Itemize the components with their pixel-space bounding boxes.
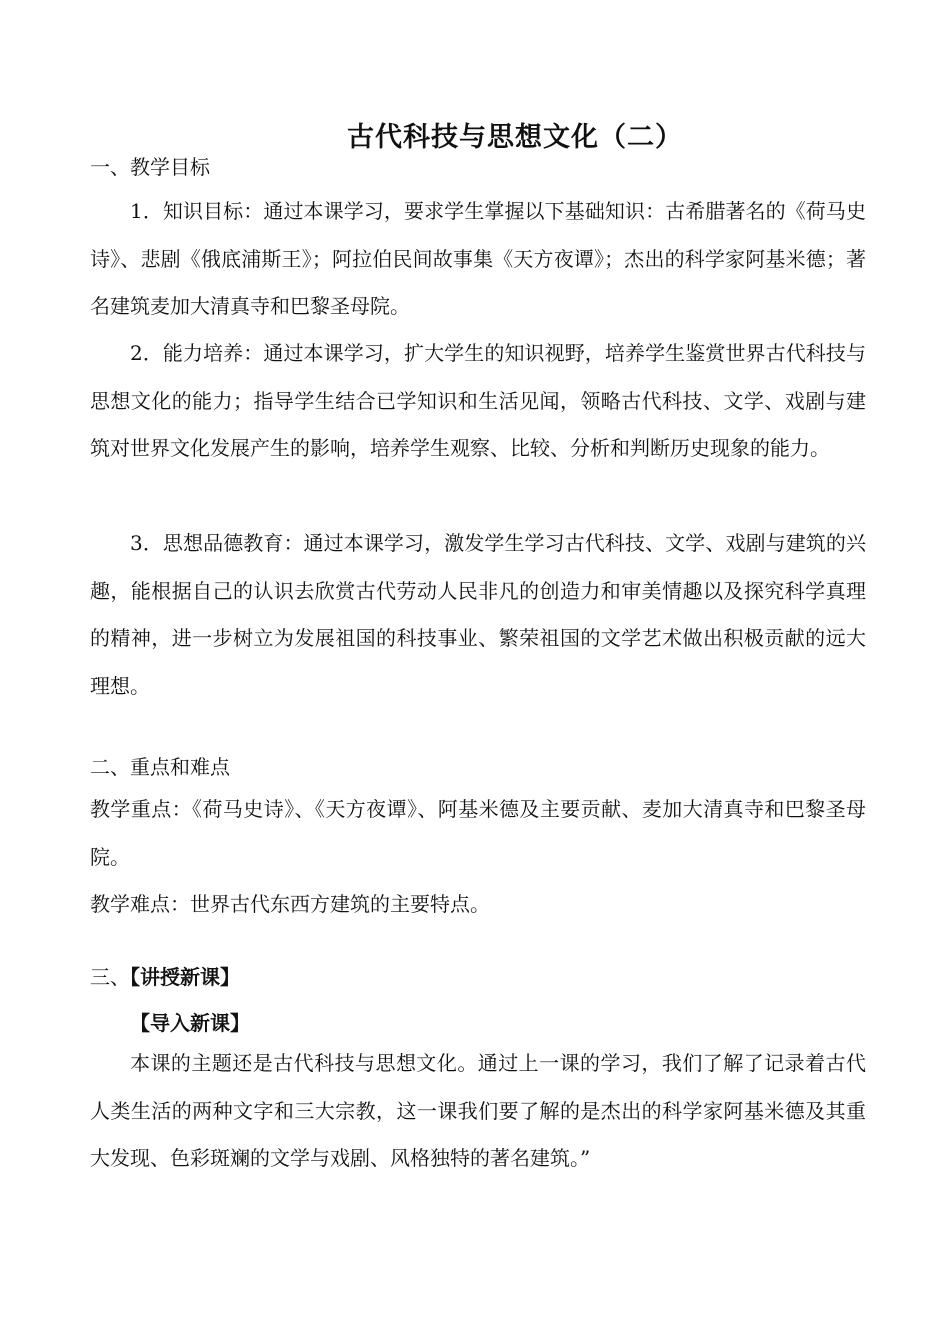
paragraph-teaching-key-points: 教学重点：《荷马史诗》、《天方夜谭》、阿基米德及主要贡献、麦加大清真寺和巴黎圣母院。 <box>90 797 866 869</box>
paragraph-teaching-difficulty: 教学难点：世界古代东西方建筑的主要特点。 <box>90 892 490 916</box>
paragraph-introduction: 本课的主题还是古代科技与思想文化。通过上一课的学习，我们了解了记录着古代人类生活的两种文字和三大宗教，这一课我们要了解的是杰出的科学家阿基米德及其重大发现、色彩斑斓的文学与戏剧、风格独特的著名建筑。” <box>90 1051 866 1170</box>
section-heading-bold-label: 【讲授新课】 <box>130 965 240 989</box>
section-heading-prefix: 三、 <box>90 965 130 989</box>
paragraph-moral-objective: 3．思想品德教育：通过本课学习，激发学生学习古代科技、文学、戏剧与建筑的兴趣，能根据自己的认识去欣赏古代劳动人民非凡的创造力和审美情趣以及探究科学真理的精神，进一步树立为发展祖国的科技事业、繁荣祖国的文学艺术做出积极贡献的远大理想。 <box>90 531 866 698</box>
section-heading-key-points: 二、重点和难点 <box>90 755 230 779</box>
section-heading-objectives: 一、教学目标 <box>90 155 210 179</box>
paragraph-knowledge-objective: 1．知识目标：通过本课学习，要求学生掌握以下基础知识：古希腊著名的《荷马史诗》、悲剧《俄底浦斯王》；阿拉伯民间故事集《天方夜谭》；杰出的科学家阿基米德；著名建筑麦加大清真寺和巴黎圣母院。 <box>90 199 866 318</box>
section-heading-new-lesson <box>90 962 240 992</box>
paragraph-ability-objective: 2．能力培养：通过本课学习，扩大学生的知识视野，培养学生鉴赏世界古代科技与思想文化的能力；指导学生结合已学知识和生活见闻，领略古代科技、文学、戏剧与建筑对世界文化发展产生的影响，培养学生观察、比较、分析和判断历史现象的能力。 <box>90 341 866 460</box>
subheading-introduction: 【导入新课】 <box>130 1011 250 1035</box>
document-title: 古代科技与思想文化（二） <box>347 122 683 153</box>
